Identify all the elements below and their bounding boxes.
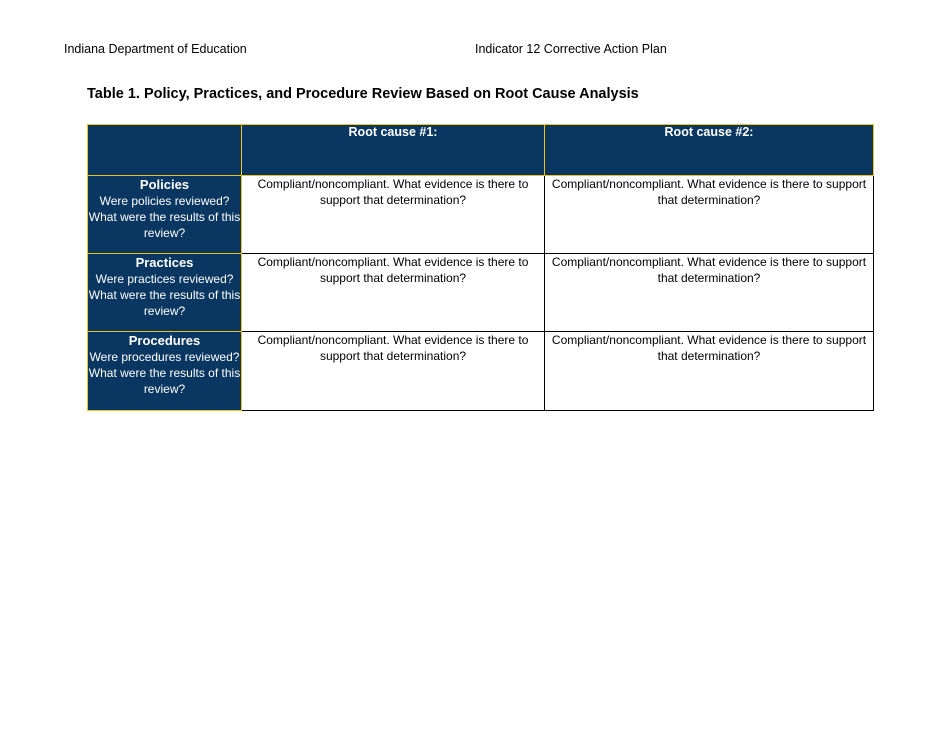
page-header-document-title: Indicator 12 Corrective Action Plan [475, 42, 667, 56]
table-cell[interactable]: Compliant/noncompliant. What evidence is there to support that determination? [545, 332, 874, 411]
table-cell[interactable]: Compliant/noncompliant. What evidence is there to support that determination? [242, 254, 545, 332]
table-row-practices [88, 254, 874, 332]
row-label-practices [88, 254, 242, 332]
row-label-title: Practices [135, 255, 194, 270]
table-header-row [88, 125, 874, 176]
table-cell[interactable]: Compliant/noncompliant. What evidence is there to support that determination? [242, 332, 545, 411]
row-label-question: Were practices reviewed? What were the results of this review? [88, 272, 241, 318]
row-label-procedures [88, 332, 242, 411]
table-cell[interactable]: Compliant/noncompliant. What evidence is there to support that determination? [545, 176, 874, 254]
review-table [87, 124, 874, 411]
row-label-question: Were procedures reviewed? What were the results of this review? [88, 350, 241, 396]
table-cell[interactable]: Compliant/noncompliant. What evidence is there to support that determination? [545, 254, 874, 332]
row-label-title: Policies [139, 177, 190, 192]
header-cell-corner [88, 125, 242, 176]
row-label-title: Procedures [128, 333, 201, 348]
table-cell[interactable]: Compliant/noncompliant. What evidence is there to support that determination? [242, 176, 545, 254]
page-header-organization: Indiana Department of Education [64, 42, 247, 56]
table-row-policies [88, 176, 874, 254]
row-label-question: Were policies reviewed? What were the results of this review? [88, 194, 241, 240]
header-cell-root-cause-1: Root cause #1: [242, 125, 545, 176]
table-row-procedures [88, 332, 874, 411]
table-title: Table 1. Policy, Practices, and Procedure Review Based on Root Cause Analysis [87, 86, 639, 102]
header-cell-root-cause-2: Root cause #2: [545, 125, 874, 176]
row-label-policies [88, 176, 242, 254]
